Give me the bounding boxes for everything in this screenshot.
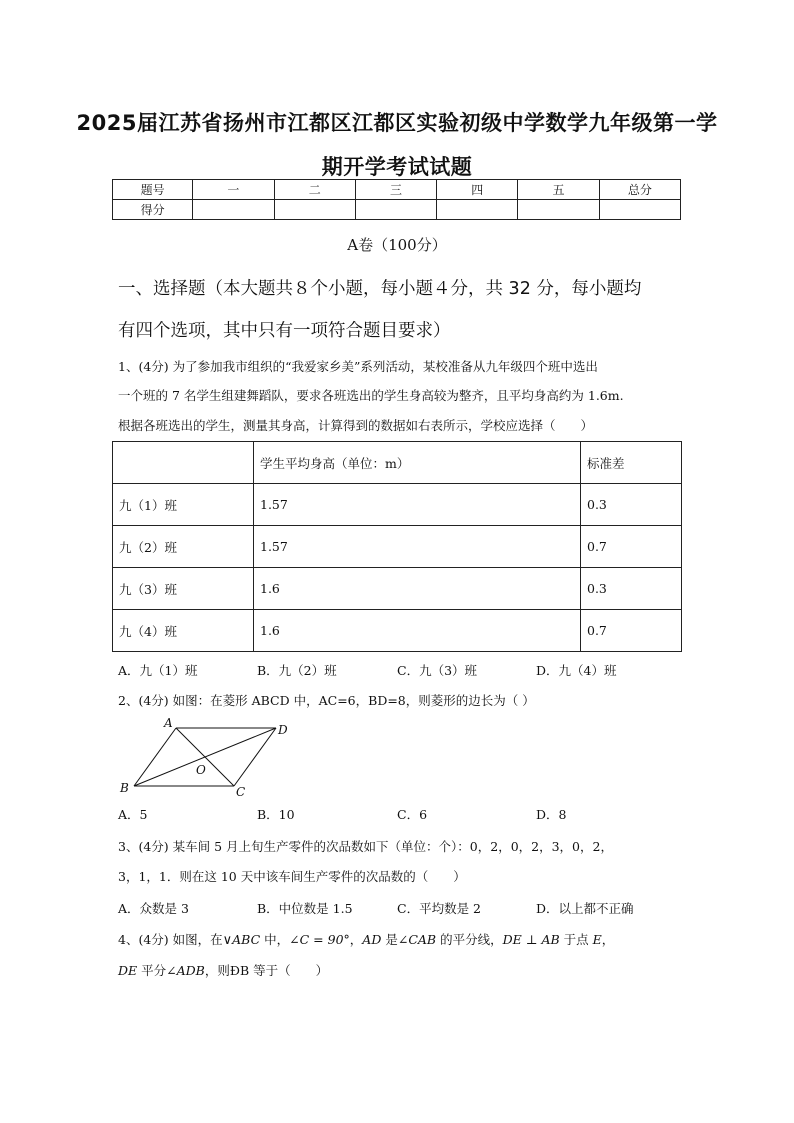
- q1-data-table: [112, 441, 682, 652]
- option-c[interactable]: C．平均数是 2: [397, 901, 481, 916]
- q4-text: ，: [601, 932, 615, 947]
- table-cell: 0.3: [581, 568, 682, 610]
- option-b[interactable]: B．九（2）班: [257, 663, 337, 678]
- q1-line-3: 根据各班选出的学生，测量其身高，计算得到的数据如右表所示，学校应选择（ ）: [118, 418, 594, 433]
- q4-text: 中，: [260, 932, 290, 947]
- q4-text: ，则ÐB 等于（ ）: [204, 963, 329, 978]
- score-input-cell: [599, 200, 680, 220]
- q2-options: [118, 805, 718, 823]
- part1-heading-line-2: 有四个选项，其中只有一项符合题目要求）: [118, 321, 451, 341]
- q4-math: ∠C = 90°: [289, 932, 350, 947]
- score-input-cell: [193, 200, 274, 220]
- table-row: [113, 526, 682, 568]
- table-row: [113, 610, 682, 652]
- table-cell: 1.57: [254, 484, 581, 526]
- title-line-1: 2025届江苏省扬州市江都区江都区实验初级中学数学九年级第一学: [76, 111, 718, 135]
- q4-line-2: [118, 961, 683, 979]
- table-cell: 0.3: [581, 484, 682, 526]
- table-cell: 九（4）班: [113, 610, 254, 652]
- score-table: [112, 179, 681, 220]
- q4-text: 于点: [559, 932, 593, 947]
- option-d[interactable]: D．8: [536, 807, 567, 822]
- table-cell: 九（1）班: [113, 484, 254, 526]
- score-cell: 五: [518, 180, 599, 200]
- table-cell: 0.7: [581, 610, 682, 652]
- table-header-row: [113, 442, 682, 484]
- option-a[interactable]: A．九（1）班: [118, 663, 198, 678]
- score-table-header-row: [113, 180, 681, 200]
- section-a-heading: A卷（100分）: [347, 236, 447, 254]
- score-input-cell: [274, 200, 355, 220]
- q4-text: 是: [381, 932, 398, 947]
- q4-math: ∠ADB: [166, 963, 205, 978]
- rhombus-figure: [116, 716, 296, 800]
- label-d: D: [278, 723, 288, 737]
- q3-line-1: 3、(4分) 某车间 5 月上旬生产零件的次品数如下（单位：个）：0，2，0，2，3，0，2，: [118, 839, 613, 854]
- option-d[interactable]: D．九（4）班: [536, 663, 617, 678]
- table-cell: 1.6: [254, 568, 581, 610]
- q4-text: ，: [349, 932, 363, 947]
- q4-math: DE: [118, 963, 138, 978]
- q3-line-2: 3，1，1．则在这 10 天中该车间生产零件的次品数的（ ）: [118, 869, 466, 884]
- q2-text: 2、(4分) 如图：在菱形 ABCD 中，AC=6，BD=8，则菱形的边长为（ ）: [118, 693, 535, 708]
- table-header-cell: 学生平均身高（单位：m）: [254, 442, 581, 484]
- q1-line-2: 一个班的 7 名学生组建舞蹈队，要求各班选出的学生身高较为整齐，且平均身高约为 1.6m.: [118, 388, 624, 403]
- label-c: C: [236, 785, 246, 799]
- q4-text: 平分: [137, 963, 167, 978]
- score-cell: 得分: [113, 200, 193, 220]
- score-cell: 四: [437, 180, 518, 200]
- table-cell: 1.57: [254, 526, 581, 568]
- part1-heading-line-1: 一、选择题（本大题共８个小题，每小题４分，共 32 分，每小题均: [118, 279, 642, 299]
- q4-math: DE ⊥ AB: [502, 932, 560, 947]
- label-o: O: [196, 763, 206, 777]
- q1-options: [118, 661, 718, 679]
- option-a[interactable]: A．众数是 3: [118, 901, 189, 916]
- score-cell: 三: [355, 180, 436, 200]
- option-d[interactable]: D．以上都不正确: [536, 901, 634, 916]
- q4-math: ABC: [232, 932, 261, 947]
- table-row: [113, 568, 682, 610]
- score-table-score-row: [113, 200, 681, 220]
- table-header-cell: [113, 442, 254, 484]
- q4-text: 的平分线，: [436, 932, 503, 947]
- q4-math: E: [592, 932, 602, 947]
- label-b: B: [120, 781, 129, 795]
- option-b[interactable]: B．10: [257, 807, 295, 822]
- q3-options: [118, 899, 718, 917]
- q4-text: 4、(4分) 如图，在: [118, 932, 223, 947]
- score-cell: 二: [274, 180, 355, 200]
- score-cell: 一: [193, 180, 274, 200]
- option-c[interactable]: C．6: [397, 807, 428, 822]
- table-cell: 九（3）班: [113, 568, 254, 610]
- score-input-cell: [518, 200, 599, 220]
- triangle-icon: ∨: [222, 933, 233, 948]
- q4-math: AD: [362, 932, 382, 947]
- q4-math: ∠CAB: [397, 932, 437, 947]
- q1-line-1: 1、(4分) 为了参加我市组织的“我爱家乡美”系列活动，某校准备从九年级四个班中选出: [118, 359, 598, 374]
- label-a: A: [164, 716, 173, 730]
- title-line-2: 期开学考试试题: [321, 155, 473, 179]
- option-a[interactable]: A．5: [118, 807, 148, 822]
- score-cell: 总分: [599, 180, 680, 200]
- table-cell: 九（2）班: [113, 526, 254, 568]
- score-input-cell: [437, 200, 518, 220]
- score-cell: 题号: [113, 180, 193, 200]
- table-cell: 0.7: [581, 526, 682, 568]
- table-cell: 1.6: [254, 610, 581, 652]
- table-row: [113, 484, 682, 526]
- table-header-cell: 标准差: [581, 442, 682, 484]
- option-c[interactable]: C．九（3）班: [397, 663, 478, 678]
- score-input-cell: [355, 200, 436, 220]
- q4-line-1: [118, 930, 683, 948]
- option-b[interactable]: B．中位数是 1.5: [257, 901, 353, 916]
